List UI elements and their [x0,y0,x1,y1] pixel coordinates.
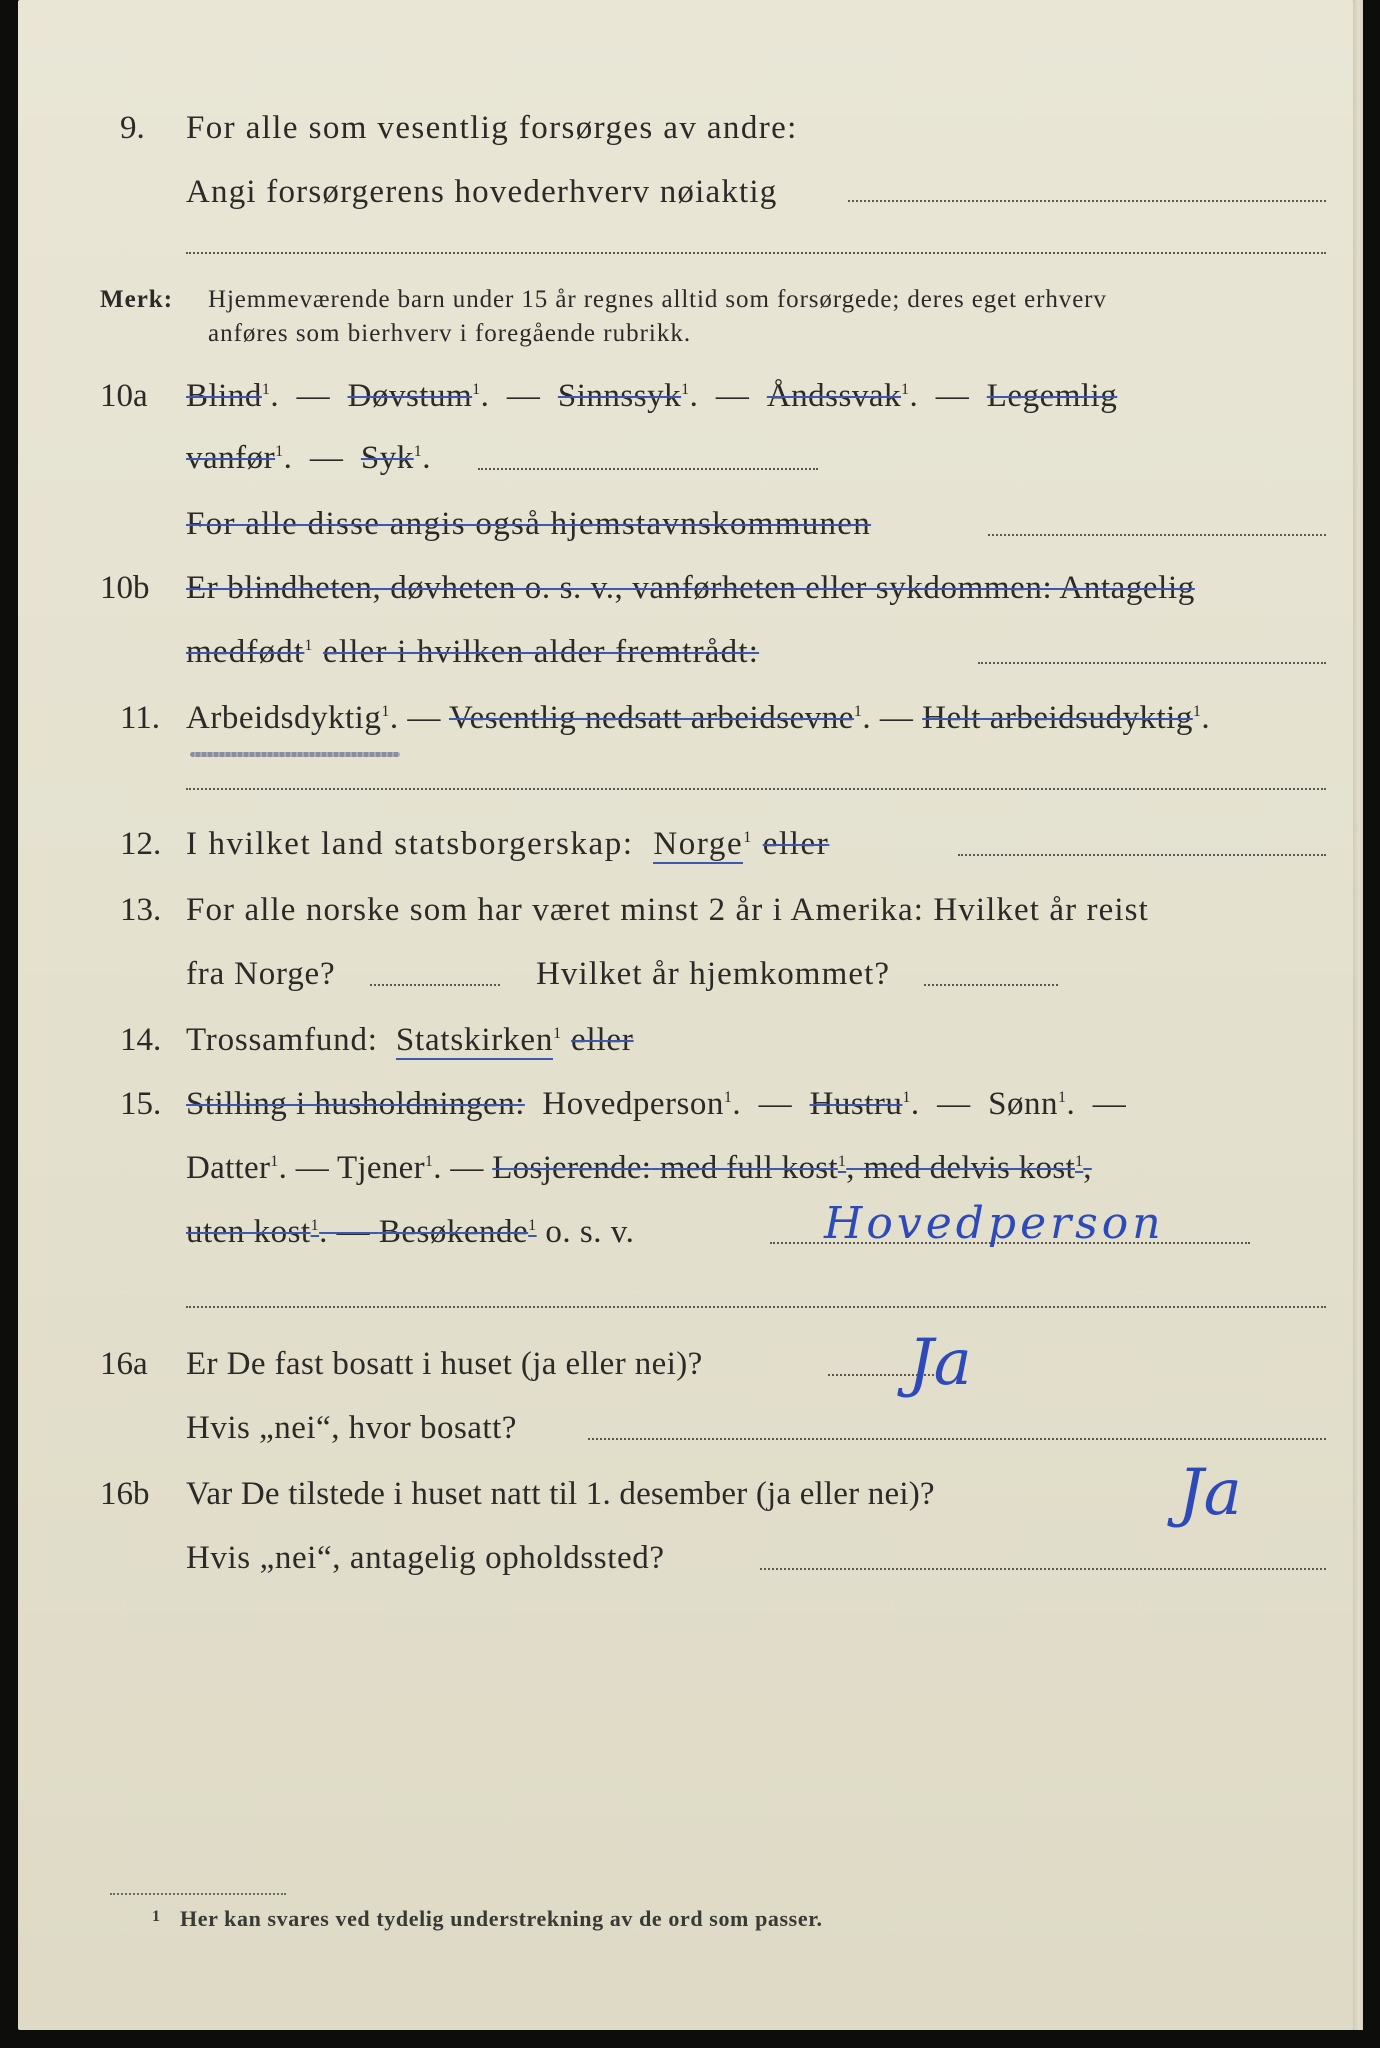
q10a-line1: Blind$^1$. — Døvstum$^1$. — Sinnssyk$^1$. — Åndssvak$^1$. — Legemlig [186,378,1118,414]
q15-answer-field-2[interactable] [186,1304,1326,1308]
option-sinnssyk[interactable]: Sinnssyk [557,378,682,414]
option-uten-kost[interactable]: uten kost [186,1214,311,1250]
q16a-line1: Er De fast bosatt i huset (ja eller nei)? [186,1346,703,1382]
q11-line: Arbeidsdyktig$^1$. — Vesentlig nedsatt arbeidsevne$^1$. — Helt arbeidsudyktig$^1$. [186,700,1211,736]
q16a-handwritten-answer: Ja [908,1326,972,1400]
q13-line1: For alle norske som har været minst 2 år i Amerika: Hvilket år reist [186,892,1149,928]
q16a-number: 16a [100,1346,148,1382]
q11-answer-field[interactable] [186,786,1326,790]
q10b-line2: medfødt$^1$ eller i hvilken alder fremtrådt: [186,634,760,670]
option-helt-udyktig[interactable]: Helt arbeidsudyktig [922,700,1193,736]
q10a-hjemstavn-field[interactable] [988,532,1326,536]
option-vanfor[interactable]: vanfør [186,440,276,476]
option-eller[interactable]: eller [762,826,830,862]
option-arbeidsdyktig[interactable]: Arbeidsdyktig [186,700,382,736]
q10a-line3: For alle disse angis også hjemstavnskommunen [186,506,872,542]
option-full-kost[interactable]: med full kost [659,1150,838,1186]
q9-number: 9. [120,110,145,146]
q16a-line2: Hvis „nei“, hvor bosatt? [186,1410,517,1446]
q10a-number: 10a [100,378,148,414]
q15-line1: Stilling i husholdningen: Hovedperson$^1$. — Hustru$^1$. — Sønn$^1$. — [186,1086,1127,1122]
pencil-underline-mark [190,752,400,757]
q12-answer-field[interactable] [958,852,1326,856]
option-dovstum[interactable]: Døvstum [347,378,473,414]
q10a-line2: vanfør$^1$. — Syk$^1$. [186,440,431,476]
merk-line1: Hjemmeværende barn under 15 år regnes alltid som forsørgede; deres eget erhverv [208,286,1107,313]
q10b-line1: Er blindheten, døvheten o. s. v., vanførheten eller sykdommen: Antagelig [186,570,1195,606]
q16b-line2: Hvis „nei“, antagelig opholdssted? [186,1540,665,1576]
page-fold-edge [1353,0,1363,2030]
footnote-text: Her kan svares ved tydelig understrekning av de ord som passer. [180,1906,823,1931]
q11-number: 11. [120,700,161,736]
option-sonn[interactable]: Sønn [988,1086,1059,1122]
option-andssvak[interactable]: Åndssvak [766,378,902,414]
option-medfodt[interactable]: medfødt [186,634,305,670]
option-losjerende[interactable]: Losjerende: [492,1150,652,1186]
option-legemlig[interactable]: Legemlig [986,378,1118,414]
option-hovedperson[interactable]: Hovedperson [542,1086,724,1122]
q14-number: 14. [120,1022,162,1058]
q16b-number: 16b [100,1476,150,1512]
q15-number: 15. [120,1086,162,1122]
q13-line2b: Hvilket år hjemkommet? [536,956,891,992]
option-delvis-kost[interactable]: med delvis kost [863,1150,1075,1186]
option-tjener[interactable]: Tjener [336,1150,425,1186]
option-syk[interactable]: Syk [360,440,414,476]
q13-hjemkommet-field[interactable] [924,982,1058,986]
q9-line2: Angi forsørgerens hovederhverv nøiaktig [186,174,778,210]
q9-answer-field[interactable] [848,198,1326,202]
q13-line2a: fra Norge? [186,956,336,992]
q10a-answer-field[interactable] [478,466,818,470]
q14-line: Trossamfund: Statskirken$^1$ eller [186,1022,634,1058]
option-eller-2[interactable]: eller [571,1022,634,1058]
option-datter[interactable]: Datter [186,1150,271,1186]
option-besokende[interactable]: Besøkende [378,1214,529,1250]
option-blind[interactable]: Blind [186,378,262,414]
q16b-handwritten-answer: Ja [1178,1456,1242,1530]
q15-line2: Datter$^1$. — Tjener$^1$. — Losjerende: med full kost$^1$, med delvis kost$^1$, [186,1150,1092,1186]
option-vesentlig-nedsatt[interactable]: Vesentlig nedsatt arbeidsevne [448,700,854,736]
q16a-bosatt-field[interactable] [588,1436,1326,1440]
option-hustru[interactable]: Hustru [809,1086,903,1122]
merk-line2: anføres som bierhverv i foregående rubrikk. [208,320,692,347]
q15-line3: uten kost$^1$. — Besøkende$^1$ o. s. v. [186,1214,635,1250]
q10b-number: 10b [100,570,150,606]
footnote-rule [110,1892,286,1895]
q16b-opholdssted-field[interactable] [760,1566,1326,1570]
q10b-alder-field[interactable] [978,660,1326,664]
q15-handwritten-answer: Hovedperson [824,1198,1165,1249]
option-statskirken[interactable]: Statskirken [395,1022,554,1058]
q16b-line1: Var De tilstede i huset natt til 1. desember (ja eller nei)? [186,1476,935,1512]
merk-label: Merk: [100,286,174,313]
q12-line: I hvilket land statsborgerskap: Norge$^1$ eller [186,826,830,862]
census-form-page [18,0,1354,2030]
q13-reist-field[interactable] [370,982,500,986]
q9-answer-field-2[interactable] [186,250,1326,254]
q13-number: 13. [120,892,162,928]
footnote-mark: 1 [152,1908,161,1925]
q9-line1: For alle som vesentlig forsørges av andre: [186,110,798,146]
option-norge[interactable]: Norge [653,826,744,862]
q12-number: 12. [120,826,162,862]
